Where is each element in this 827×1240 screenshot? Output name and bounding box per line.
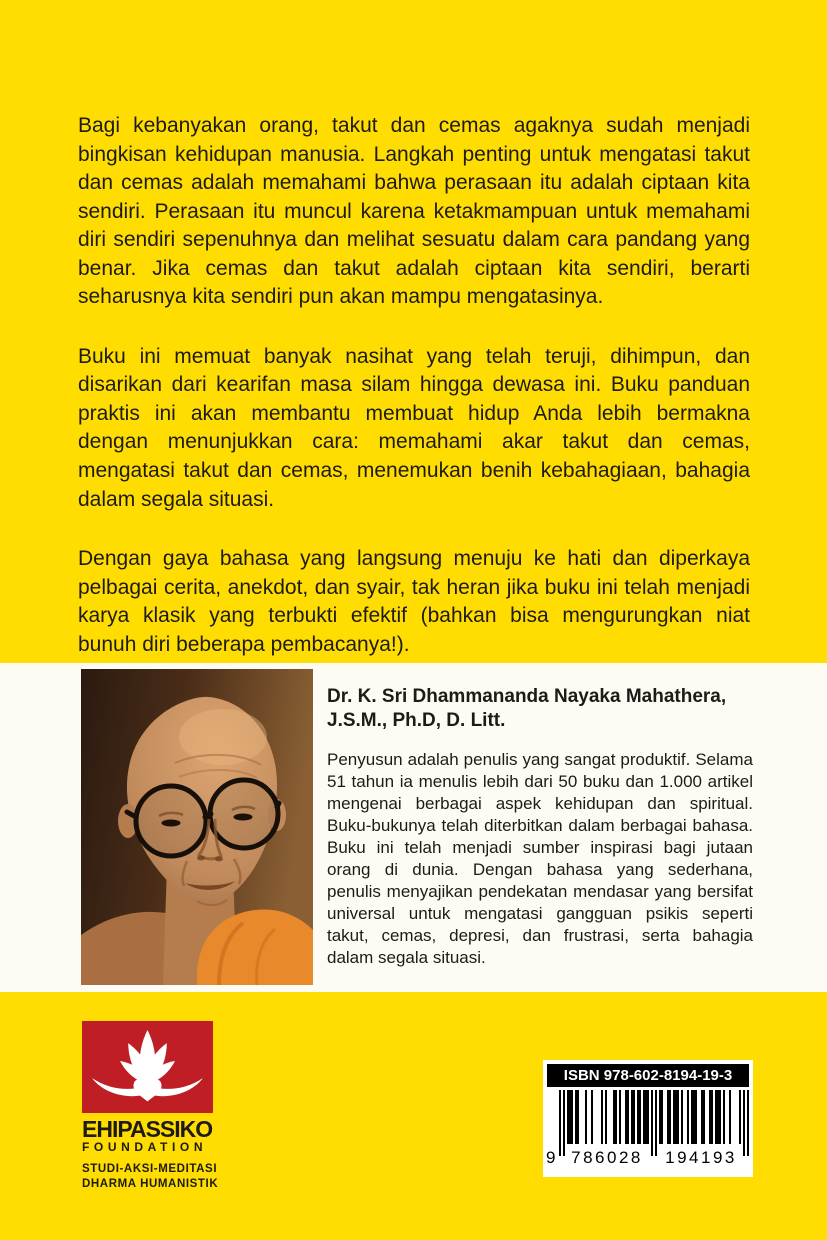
author-name: Dr. K. Sri Dhammananda Nayaka Mahathera, J.S.M., Ph.D, D. Litt.	[327, 686, 727, 731]
publisher-foundation: FOUNDATION	[82, 1140, 208, 1154]
author-titles: J.S.M., Ph.D, D. Litt.	[327, 710, 506, 731]
synopsis-section	[78, 112, 750, 690]
publisher-tagline-2: DHARMA HUMANISTIK	[82, 1178, 219, 1190]
synopsis-paragraph-2: Buku ini memuat banyak nasihat yang telah teruji, dihimpun, dan disarikan dari kearifan masa silam hingga dewasa ini. Buku panduan praktis ini akan membantu membuat hidup Anda lebih bermakna dengan menunjukkan cara: memahami akar takut dan cemas, mengatasi takut dan cemas, menemukan benih kebahagiaan, bahagia dalam segala situasi.	[78, 344, 750, 511]
lotus-heart-icon	[82, 1021, 213, 1113]
author-photo	[81, 669, 313, 985]
barcode-bars	[559, 1090, 753, 1156]
isbn-barcode	[543, 1060, 753, 1177]
isbn-label: ISBN 978-602-8194-19-3	[547, 1064, 749, 1087]
isbn-digit-center: 786028	[571, 1148, 643, 1167]
isbn-digit-right: 194193	[665, 1148, 737, 1167]
isbn-digit-left: 9	[546, 1148, 556, 1167]
publisher-name: EHIPASSIKO	[82, 1116, 213, 1142]
author-bio: Penyusun adalah penulis yang sangat produktif. Selama 51 tahun ia menulis lebih dari 50 buku dan 1.000 artikel mengenai berbagai aspek kehidupan dan spiritual. Buku-bukunya telah diterbitkan dalam berbagai bahasa. Buku ini telah menjadi sumber inspirasi bagi jutaan orang di dunia. Dengan bahasa yang sederhana, penulis menyajikan pendekatan mendasar yang bersifat universal untuk mengatasi gangguan psikis seperti takut, cemas, depresi, dan frustrasi, serta bahagia dalam segala situasi.	[327, 750, 753, 967]
publisher-logo	[82, 1021, 242, 1192]
author-bio-block	[327, 685, 753, 969]
synopsis-paragraph-3: Dengan gaya bahasa yang langsung menuju ke hati dan diperkaya pelbagai cerita, anekdot, dan syair, tak heran jika buku ini telah menjadi karya klasik yang terbukti efektif (bahkan bisa mengurungkan niat bunuh diri beberapa pembacanya!).	[78, 547, 750, 656]
author-section	[0, 663, 827, 992]
publisher-tagline-1: STUDI-AKSI-MEDITASI	[82, 1163, 218, 1175]
synopsis-paragraph-1: Bagi kebanyakan orang, takut dan cemas agaknya sudah menjadi bingkisan kehidupan manusia. Langkah penting untuk mengatasi takut dan cemas adalah memahami bahwa perasaan itu adalah ciptaan kita sendiri. Perasaan itu muncul karena ketakmampuan untuk memahami diri sendiri sepenuhnya dan melihat sesuatu dalam cara pandang yang benar. Jika cemas dan takut adalah ciptaan kita sendiri, berarti seharusnya kita sendiri pun akan mampu mengatasinya.	[78, 114, 750, 309]
